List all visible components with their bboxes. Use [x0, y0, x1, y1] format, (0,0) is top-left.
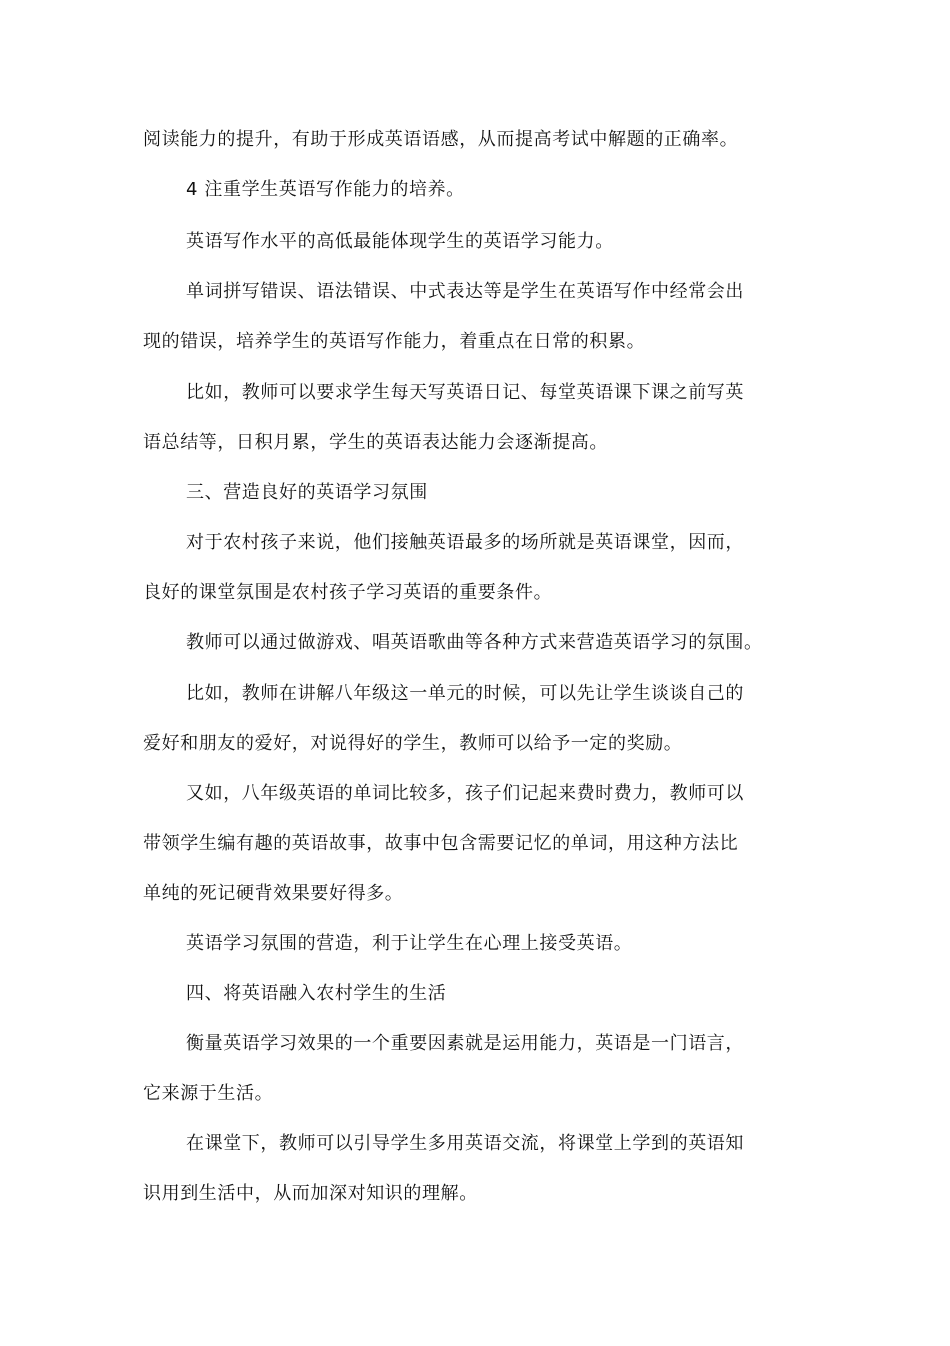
section-heading: 三、营造良好的英语学习氛围 — [186, 482, 428, 503]
text-line: 单词拼写错误、语法错误、中式表达等是学生在英语写作中经常会出 — [186, 281, 744, 302]
text-line: 良好的课堂氛围是农村孩子学习英语的重要条件。 — [143, 582, 553, 603]
text-line: 在课堂下，教师可以引导学生多用英语交流，将课堂上学到的英语知 — [186, 1133, 744, 1154]
text-line: 爱好和朋友的爱好，对说得好的学生，教师可以给予一定的奖励。 — [143, 733, 683, 754]
text-line: 阅读能力的提升，有助于形成英语语感，从而提高考试中解题的正确率。 — [143, 129, 739, 150]
text-line: 又如，八年级英语的单词比较多，孩子们记起来费时费力，教师可以 — [186, 783, 744, 804]
text-line: 英语写作水平的高低最能体现学生的英语学习能力。 — [186, 231, 614, 252]
section-heading: 4 注重学生英语写作能力的培养。 — [186, 179, 465, 200]
text-line: 它来源于生活。 — [143, 1083, 274, 1104]
text-line: 语总结等，日积月累，学生的英语表达能力会逐渐提高。 — [143, 432, 608, 453]
text-line: 现的错误，培养学生的英语写作能力，着重点在日常的积累。 — [143, 331, 646, 352]
text-line: 识用到生活中，从而加深对知识的理解。 — [143, 1183, 478, 1204]
text-line: 英语学习氛围的营造，利于让学生在心理上接受英语。 — [186, 933, 633, 954]
text-line: 单纯的死记硬背效果要好得多。 — [143, 883, 404, 904]
section-heading: 四、将英语融入农村学生的生活 — [186, 983, 447, 1004]
text-line: 比如，教师可以要求学生每天写英语日记、每堂英语课下课之前写英 — [186, 382, 744, 403]
text-line: 对于农村孩子来说，他们接触英语最多的场所就是英语课堂，因而， — [186, 532, 744, 553]
text-line: 衡量英语学习效果的一个重要因素就是运用能力，英语是一门语言， — [186, 1033, 744, 1054]
text-line: 带领学生编有趣的英语故事，故事中包含需要记忆的单词，用这种方法比 — [143, 833, 739, 854]
text-line: 教师可以通过做游戏、唱英语歌曲等各种方式来营造英语学习的氛围。 — [186, 632, 763, 653]
text-line: 比如，教师在讲解八年级这一单元的时候，可以先让学生谈谈自己的 — [186, 683, 744, 704]
